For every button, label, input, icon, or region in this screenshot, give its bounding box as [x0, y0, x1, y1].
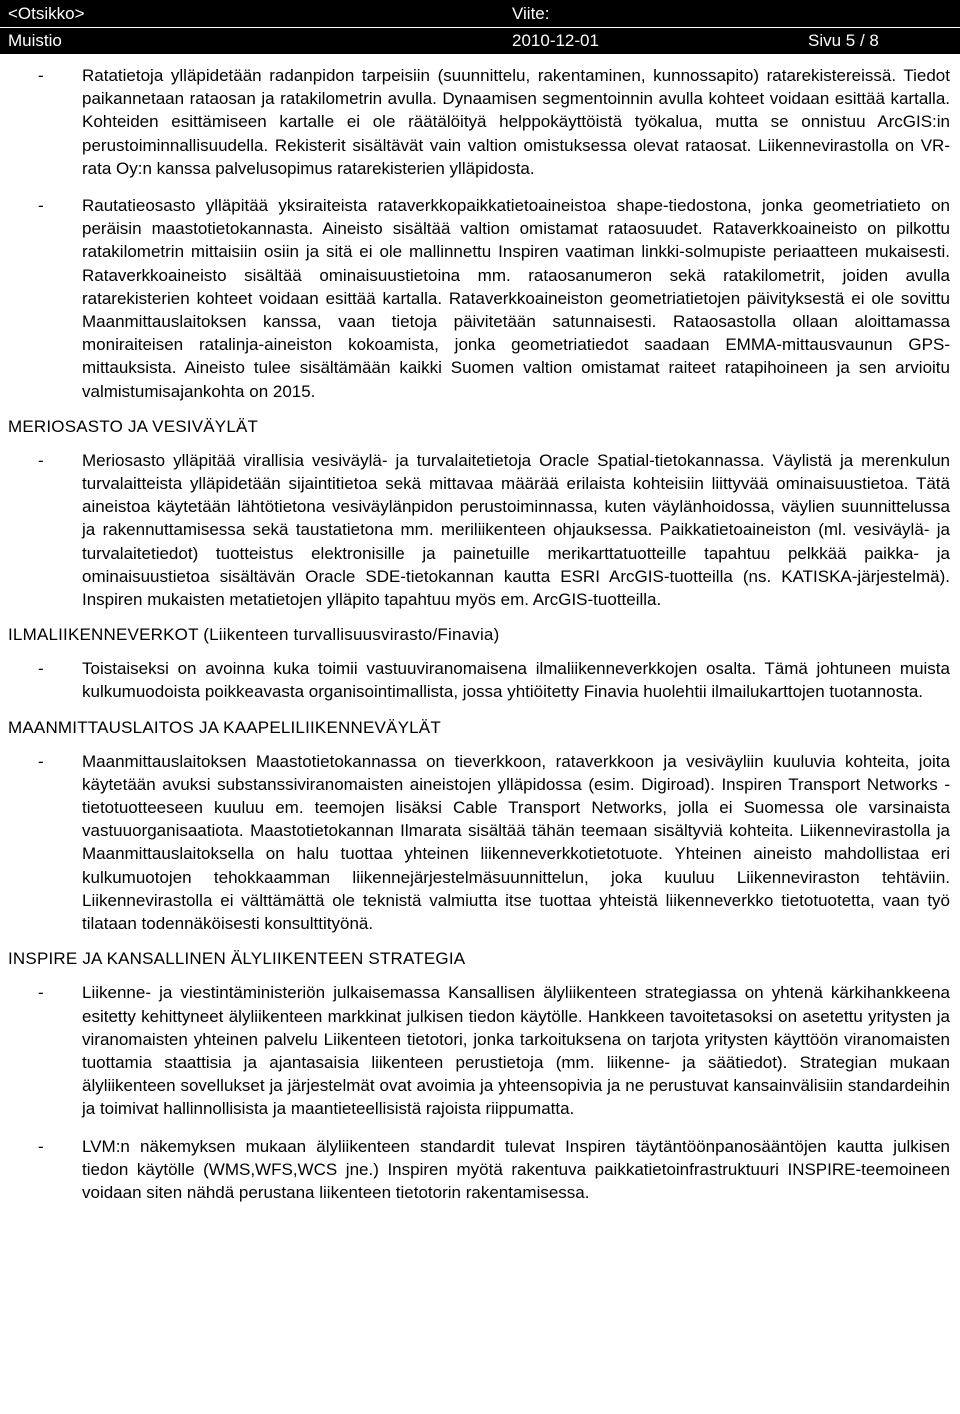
header-row-2 — [0, 27, 960, 54]
header-reference-label: Viite: — [512, 4, 550, 23]
header-title: <Otsikko> — [8, 4, 85, 23]
list-item — [8, 1135, 950, 1205]
list-item-text: LVM:n näkemyksen mukaan älyliikenteen standardit tulevat Inspiren täytäntöönpanosääntöjen kautta julkisen tiedon käytölle (WMS,WFS,WCS jne.) Inspiren myötä rakentuva paikkatietoinfrastruktuuri INSPIRE-teemoineen voidaan siten nähdä perustana liikenteen tietotorin rakentamisessa. — [82, 1136, 950, 1202]
list-item — [8, 981, 950, 1120]
section-heading-ilmaliikenneverkot: ILMALIIKENNEVERKOT (Liikenteen turvallisuusvirasto/Finavia) — [8, 625, 500, 645]
header-doc-type: Muistio — [8, 31, 62, 50]
header-row-1 — [0, 0, 960, 27]
section-heading-meriosasto: MERIOSASTO JA VESIVÄYLÄT — [8, 416, 259, 436]
list-item — [8, 194, 950, 403]
bullet-dash: - — [38, 66, 44, 85]
list-item-text: Maanmittauslaitoksen Maastotietokannassa on tieverkkoon, rataverkkoon ja vesiväyliin kuuluvia kohteita, joita käytetään avuksi substanssiviranomaisten aineistojen ylläpidossa (esim. Digiroad). Inspiren Transport Networks -tietotuotteeseen kuuluu em. teemojen lisäksi Cable Transport Networks, jolla ei Suomessa ole varsinaista vastuuorganisaatiota. Maastotietokannan Ilmarata sisältää tähän teemaan sisältyviä kohteita. Liikennevirastolla ja Maanmittauslaitoksella on halu tuottaa yhteinen liikenneverkkotietotuote. Yhteinen aineisto mahdollistaa eri kulkumuotojen tehokkaamman liikennejärjestelmäsuunnittelun, joka kuuluu Liikenneviraston tehtäviin. Liikennevirastolla ei välttämättä ole teknistä valmiutta itse tuottaa yhteistä liikenneverkko tietotuotetta, vaan työ tilataan todennäköisesti konsulttityönä. — [82, 751, 950, 934]
header-date: 2010-12-01 — [512, 31, 599, 50]
section-heading-maanmittauslaitos: MAANMITTAUSLAITOS JA KAAPELILIIKENNEVÄYLÄT — [8, 717, 441, 737]
list-item-text: Liikenne- ja viestintäministeriön julkaisemassa Kansallisen älyliikenteen strategiassa on yhtenä kärkihankkeena esitetty kehittyneet älyliikenteen markkinat julkisen tiedon käytölle. Hankkeen tavoitetasoksi on asetettu yritysten ja viranomaisten yhteinen palvelu Liikenteen tietotori, jonka tarkoituksena on tarjota yritysten käyttöön viranomaisten tuottamia staattisia ja ajantasaisia liikenteen perustietoja (mm. liikenne- ja säätiedot). Strategian mukaan älyliikenteen sovellukset ja järjestelmät ovat avoimia ja yhteensopivia ja ne perustuvat kansainvälisiin standardeihin ja toimivat hallinnollisista ja maantieteellisistä rajoista riippumatta. — [82, 983, 950, 1119]
list-item-text: Toistaiseksi on avoinna kuka toimii vastuuviranomaisena ilmaliikenneverkkojen osalta. Tämä johtuneen muista kulkumuodoista poikkeavasta organisointimallista, jossa yhtiöitetty Finavia huolehtii ilmailukarttojen tuotannosta. — [82, 659, 950, 702]
list-item — [8, 657, 950, 703]
bullet-dash: - — [38, 659, 44, 679]
document-body — [8, 64, 950, 1204]
bullet-dash: - — [38, 196, 44, 216]
list-item-text: Ratatietoja ylläpidetään radanpidon tarpeisiin (suunnittelu, rakentaminen, kunnossapito) ratarekistereissä. Tiedot paikannetaan rataosan ja ratakilometrin avulla. Dynaamisen segmentoinnin avulla kohteet voidaan esittää kartalla. Kohteiden esittämiseen kartalle ei ole räätälöityä helppokäyttöistä työkalua, mutta se onnistuu ArcGIS:in perustoiminnallisuudella. Rekisterit sisältävät vain valtion omistuksessa olevat rataosat. Liikennevirastolla on VR-rata Oy:n kanssa palvelusopimus ratarekisterien ylläpidosta. — [82, 66, 950, 178]
bullet-dash: - — [38, 983, 44, 1003]
list-item-text: Rautatieosasto ylläpitää yksiraiteista rataverkkopaikkatietoaineistoa shape-tiedostona, jonka geometriatieto on peräisin maastotietokannasta. Aineisto sisältää valtion omistamat rataosuudet. Rataverkkoaineisto on pilkottu ratakilometrin mittaisiin osiin ja sitä ei ole mallinnettu Inspiren vaatiman linkki-solmupiste periaatteen mukaisesti. Rataverkkoaineisto sisältää ominaisuustietoina mm. rataosanumeron sekä ratakilometrit, joiden avulla ratarekisterien kohteet voidaan esittää kartalla. Rataverkkoaineiston geometriatietojen päivityksestä ei ole sovittu Maanmittauslaitoksen kanssa, vaan tietoja päivitetään satunnaisesti. Rataosastolla ollaan aloittamassa moniraiteisen ratalinja-aineiston kokoamista, jonka geometriatiedot saadaan EMMA-mittausvaunun GPS-mittauksista. Aineisto tulee sisältämään kaikki Suomen valtion omistamat raiteet ratapihoineen ja sen arvioitu valmistumisajankohta on 2015. — [82, 196, 950, 401]
header-page-number: Sivu 5 / 8 — [808, 31, 879, 50]
section-heading-inspire: INSPIRE JA KANSALLINEN ÄLYLIIKENTEEN STRATEGIA — [8, 949, 466, 969]
bullet-dash: - — [38, 751, 44, 771]
intro-list — [8, 64, 950, 403]
bullet-dash: - — [38, 450, 44, 470]
page-header — [0, 0, 960, 54]
list-item — [8, 449, 950, 611]
list-item — [8, 750, 950, 936]
list-item-text: Meriosasto ylläpitää virallisia vesiväylä- ja turvalaitetietoja Oracle Spatial-tietokannassa. Väylistä ja merenkulun turvalaitteista ylläpidetään sijaintitietoa sekä mittavaa määrää erilaista kohteisiin liittyvää ominaisuustietoa. Tätä aineistoa käytetään lähtötietona vesiväylänpidon perustoiminnassa, kuten väylänhoidossa, väylien suunnittelussa ja rakennuttamisessa sekä taustatietona mm. meriliikenteen ohjauksessa. Paikkatietoaineiston (ml. vesiväylä- ja turvalaitetiedot) tuotteistus elektronisille ja painetuille merikarttatuotteille tapahtuu pelkkää paikka- ja ominaisuustietoa sisältävän Oracle SDE-tietokannan kautta ESRI ArcGIS-tuotteilla (ns. KATISKA-järjestelmä). Inspiren mukaisten metatietojen ylläpito tapahtuu myös em. ArcGIS-tuotteilla. — [82, 450, 950, 610]
bullet-dash: - — [38, 1136, 44, 1156]
list-item — [8, 64, 950, 180]
